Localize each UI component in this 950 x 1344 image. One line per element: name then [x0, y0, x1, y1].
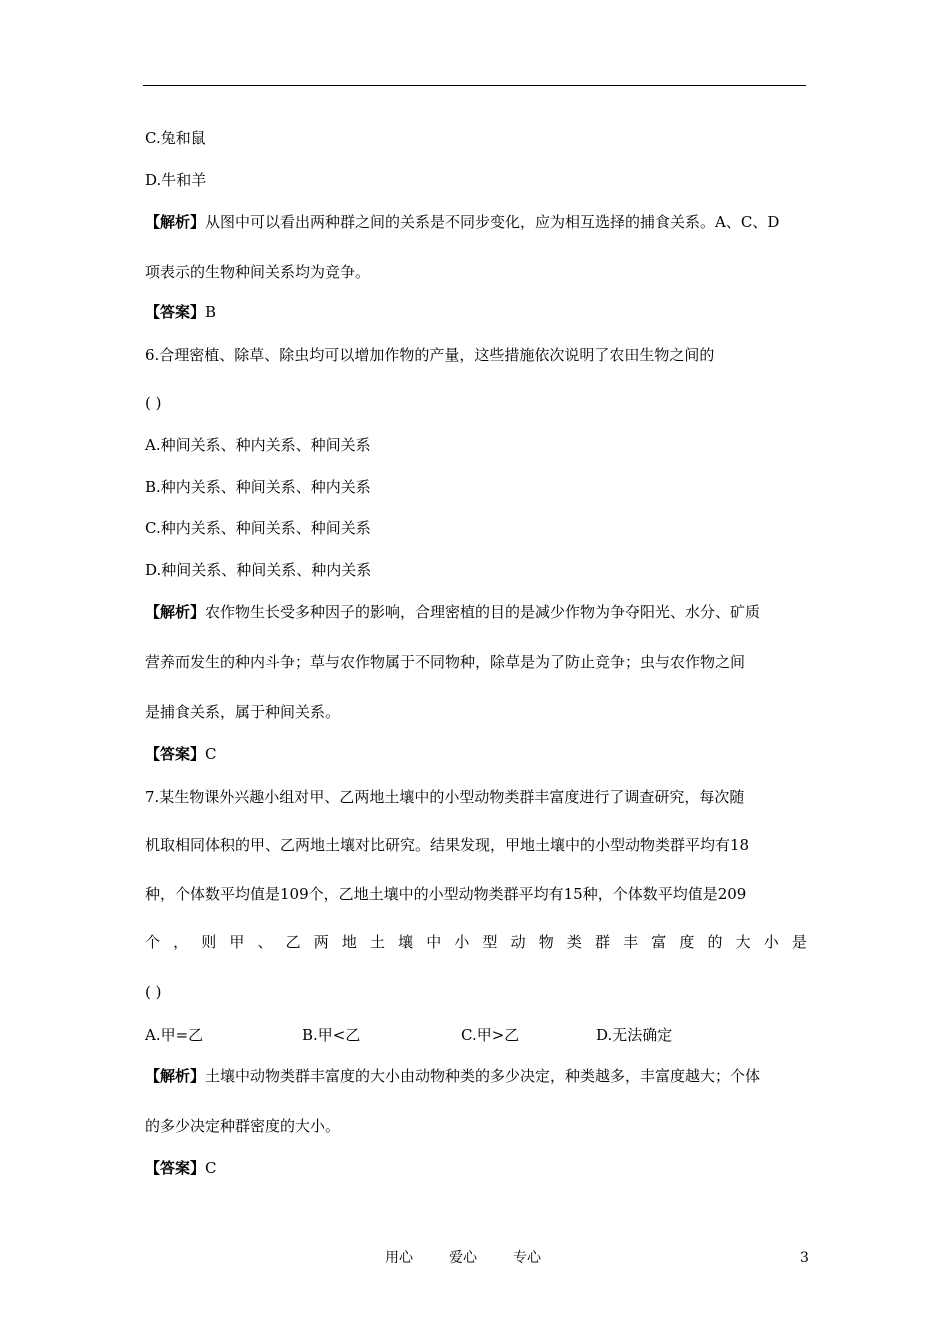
q7-stem-line-3: 种，个体数平均值是109个，乙地土壤中的小型动物类群平均有15种，个体数平均值是209: [145, 885, 747, 903]
page-number: 3: [800, 1250, 809, 1266]
footer-motto: [385, 1248, 541, 1268]
stem-char: 富: [651, 933, 667, 951]
answer-tag: 【答案】: [145, 303, 206, 321]
q6-analysis-line-2: 营养而发生的种内斗争；草与农作物属于不同物种，除草是为了防止竞争；虫与农作物之间: [145, 653, 746, 671]
stem-char: 中: [426, 933, 442, 951]
q7-analysis-line-2: 的多少决定种群密度的大小。: [145, 1117, 341, 1135]
footer-word: 用心: [385, 1250, 413, 1266]
stem-char: 小: [454, 933, 470, 951]
stem-char: 型: [482, 933, 498, 951]
analysis-tag: 【解析】: [145, 213, 206, 231]
stem-char: 个: [145, 933, 161, 951]
q7-option-a: A.甲=乙: [145, 1026, 204, 1044]
stem-char: 则: [201, 933, 217, 951]
q7-stem-line-2: 机取相同体积的甲、乙两地土壤对比研究。结果发现，甲地土壤中的小型动物类群平均有18: [145, 836, 750, 854]
stem-char: 乙: [285, 933, 301, 951]
q5-analysis-line: [145, 212, 807, 232]
stem-char: 度: [679, 933, 695, 951]
stem-char: 群: [595, 933, 611, 951]
option-c: C.兔和鼠: [145, 129, 206, 147]
stem-char: ，: [173, 933, 189, 951]
stem-char: 、: [257, 933, 273, 951]
stem-char: 甲: [229, 933, 245, 951]
analysis-text: 土壤中动物类群丰富度的大小由动物种类的多少决定，种类越多，丰富度越大；个体: [205, 1067, 761, 1085]
stem-char: 大: [735, 933, 751, 951]
q7-option-b: B.甲<乙: [302, 1026, 361, 1044]
stem-char: 丰: [623, 933, 639, 951]
footer-word: 专心: [513, 1250, 541, 1266]
stem-char: 动: [510, 933, 526, 951]
q6-stem: 6.合理密植、除草、除虫均可以增加作物的产量，这些措施依次说明了农田生物之间的: [145, 346, 715, 364]
header-rule: [143, 85, 806, 86]
analysis-text: 农作物生长受多种因子的影响，合理密植的目的是减少作物为争夺阳光、水分、矿质: [205, 603, 761, 621]
answer-value: C: [205, 1159, 217, 1177]
q6-option-d: D.种间关系、种间关系、种内关系: [145, 561, 372, 579]
q7-stem-line-1: 7.某生物课外兴趣小组对甲、乙两地土壤中的小型动物类群丰富度进行了调查研究，每次随: [145, 788, 745, 806]
q5-analysis-line-2: 项表示的生物种间关系均为竞争。: [145, 263, 371, 281]
q5-answer: [145, 302, 807, 322]
q7-stem-line-4: [145, 932, 807, 952]
answer-value: B: [205, 303, 217, 321]
answer-value: C: [205, 745, 217, 763]
analysis-tag: 【解析】: [145, 1067, 206, 1085]
q7-paren: ( ): [145, 983, 162, 1001]
answer-tag: 【答案】: [145, 1159, 206, 1177]
q6-analysis-line-3: 是捕食关系，属于种间关系。: [145, 703, 341, 721]
stem-char: 地: [341, 933, 357, 951]
q7-answer: [145, 1158, 807, 1178]
q6-analysis-line: [145, 602, 807, 622]
stem-char: 土: [370, 933, 386, 951]
q7-analysis-line: [145, 1066, 807, 1086]
q6-option-a: A.种间关系、种内关系、种间关系: [145, 436, 371, 454]
footer-word: 爱心: [449, 1250, 477, 1266]
q6-option-b: B.种内关系、种间关系、种内关系: [145, 478, 371, 496]
analysis-text: 从图中可以看出两种群之间的关系是不同步变化，应为相互选择的捕食关系。A、C、D: [205, 213, 780, 231]
stem-char: 两: [313, 933, 329, 951]
q6-answer: [145, 744, 807, 764]
stem-char: 物: [538, 933, 554, 951]
stem-char: 是: [791, 933, 807, 951]
option-d: D.牛和羊: [145, 171, 207, 189]
stem-char: 的: [707, 933, 723, 951]
q7-option-d: D.无法确定: [596, 1026, 673, 1044]
answer-tag: 【答案】: [145, 745, 206, 763]
stem-char: 小: [763, 933, 779, 951]
q7-option-c: C.甲>乙: [461, 1026, 520, 1044]
q6-paren: ( ): [145, 394, 162, 412]
stem-char: 壤: [398, 933, 414, 951]
stem-char: 类: [566, 933, 582, 951]
q6-option-c: C.种内关系、种间关系、种间关系: [145, 519, 371, 537]
analysis-tag: 【解析】: [145, 603, 206, 621]
